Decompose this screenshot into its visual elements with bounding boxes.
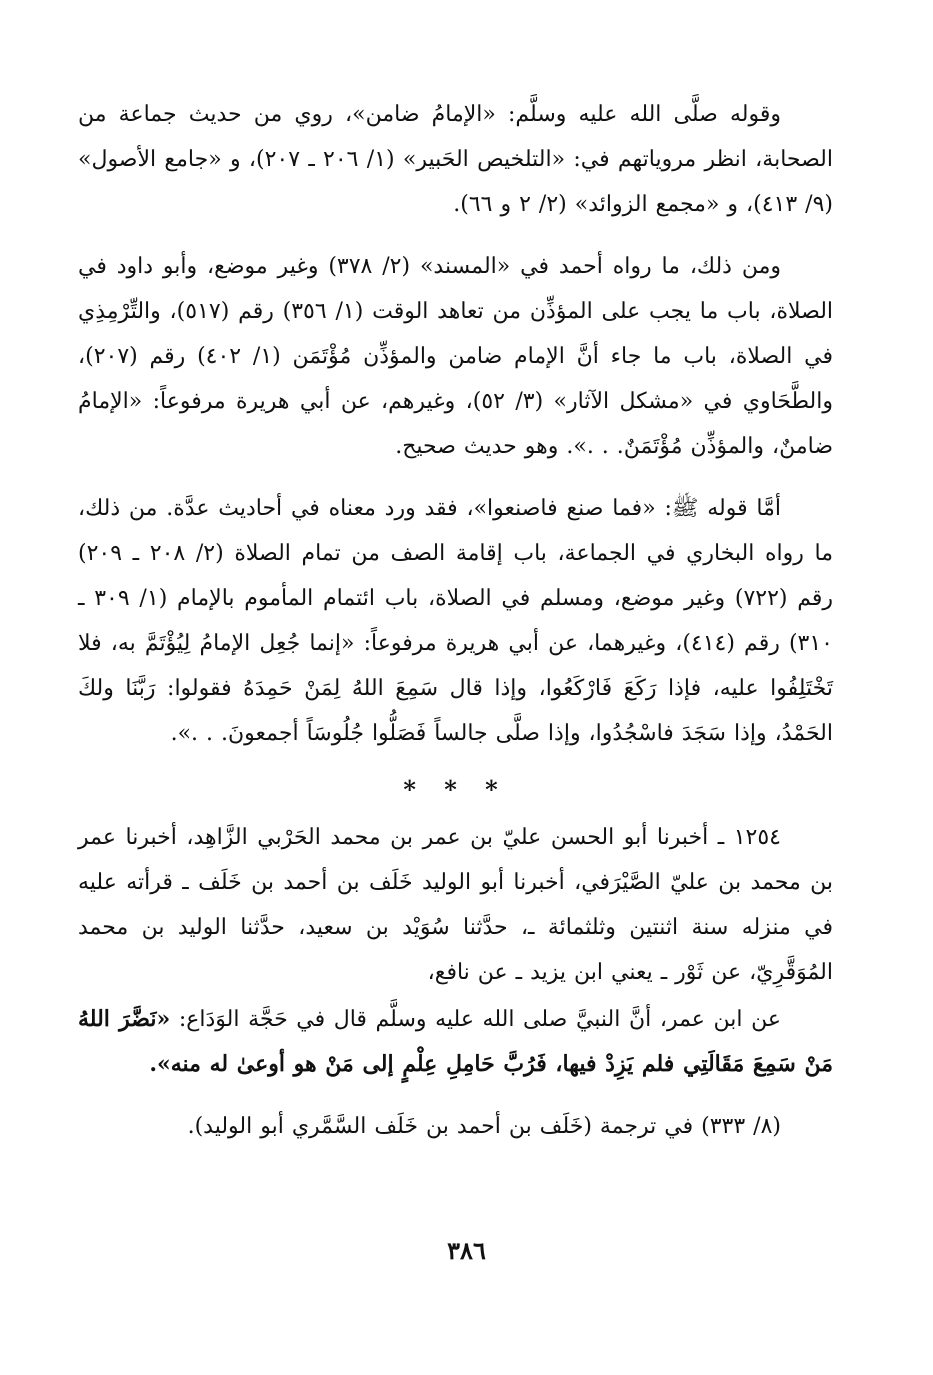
commentary-paragraph-1: وقوله صلَّى الله عليه وسلَّم: «الإمامُ ضامن»، روي من حديث جماعة من الصحابة، انظر مروياتهم في: «التلخيص الحَبير» (١/ ٢٠٦ ـ ٢٠٧)، و «جامع الأصول» (٩/ ٤١٣)، و «مجمع الزوائد» (٢/ ٢ و ٦٦).	[78, 102, 833, 217]
hadith-quote: «نَضَّرَ اللهُ مَنْ سَمِعَ مَقَالَتِي فلم يَزِدْ فيها، فَرُبَّ حَامِلِ عِلْمٍ إلى مَنْ هو أوعىٰ له منه».	[78, 1006, 833, 1077]
commentary-paragraph-2: ومن ذلك، ما رواه أحمد في «المسند» (٢/ ٣٧٨) وغير موضع، وأبو داود في الصلاة، باب ما يجب على المؤذِّن من تعاهد الوقت (١/ ٣٥٦) رقم (٥١٧)، والتِّرْمِذِي في الصلاة، باب ما جاء أنَّ الإمام ضامن والمؤذِّن مُؤْتَمَن (١/ ٤٠٢) رقم (٢٠٧)، والطَّحَاوي في «مشكل الآثار» (٣/ ٥٢)، وغيرهم، عن أبي هريرة مرفوعاً: «الإمامُ ضامنٌ، والمؤذِّن مُؤْتَمَنٌ. . .». وهو حديث صحيح.	[78, 254, 834, 459]
hadith-narration: عن ابن عمر، أنَّ النبيَّ صلى الله عليه وسلَّم قال في حَجَّة الوَدَاع:	[170, 1007, 781, 1032]
reference-note: (٨/ ٣٣٣) في ترجمة (خَلَف بن أحمد بن خَلَف السَّمَّري أبو الوليد).	[187, 1114, 781, 1139]
hadith-text-paragraph	[78, 997, 833, 1087]
section-separator: * * *	[403, 775, 508, 804]
hadith-chain-paragraph: ١٢٥٤ ـ أخبرنا أبو الحسن عليّ بن عمر بن محمد الحَرْبي الزَّاهِد، أخبرنا عمر بن محمد بن عليّ الصَّيْرَفي، أخبرنا أبو الوليد خَلَف بن أحمد بن خَلَف ـ قرأته عليه في منزله سنة اثنتين وثلثمائة ـ، حدَّثنا سُوَيْد بن سعيد، حدَّثنا الوليد بن محمد المُوَقَّرِيّ، عن ثَوْر ـ يعني ابن يزيد ـ عن نافع،	[78, 825, 833, 985]
page-body	[78, 92, 833, 1166]
commentary-paragraph-3: أمَّا قوله ﷺ: «فما صنع فاصنعوا»، فقد ورد معناه في أحاديث عدَّة. من ذلك، ما رواه البخاري في الجماعة، باب إقامة الصف من تمام الصلاة (٢/ ٢٠٨ ـ ٢٠٩) رقم (٧٢٢) وغير موضع، ومسلم في الصلاة، باب ائتمام المأموم بالإمام (١/ ٣٠٩ ـ ٣١٠) رقم (٤١٤)، وغيرهما، عن أبي هريرة مرفوعاً: «إنما جُعِل الإمامُ لِيُؤْتَمَّ به، فلا تَخْتَلِفُوا عليه، فإذا رَكَعَ فَارْكَعُوا، وإذا قال سَمِعَ اللهُ لِمَنْ حَمِدَهُ فقولوا: رَبَّنَا ولكَ الحَمْدُ، وإذا سَجَدَ فاسْجُدُوا، وإذا صلَّى جالساً فَصَلُّوا جُلُوسَاً أجمعونَ. . .».	[78, 496, 834, 746]
page-number: ٣٨٦	[447, 1236, 486, 1265]
